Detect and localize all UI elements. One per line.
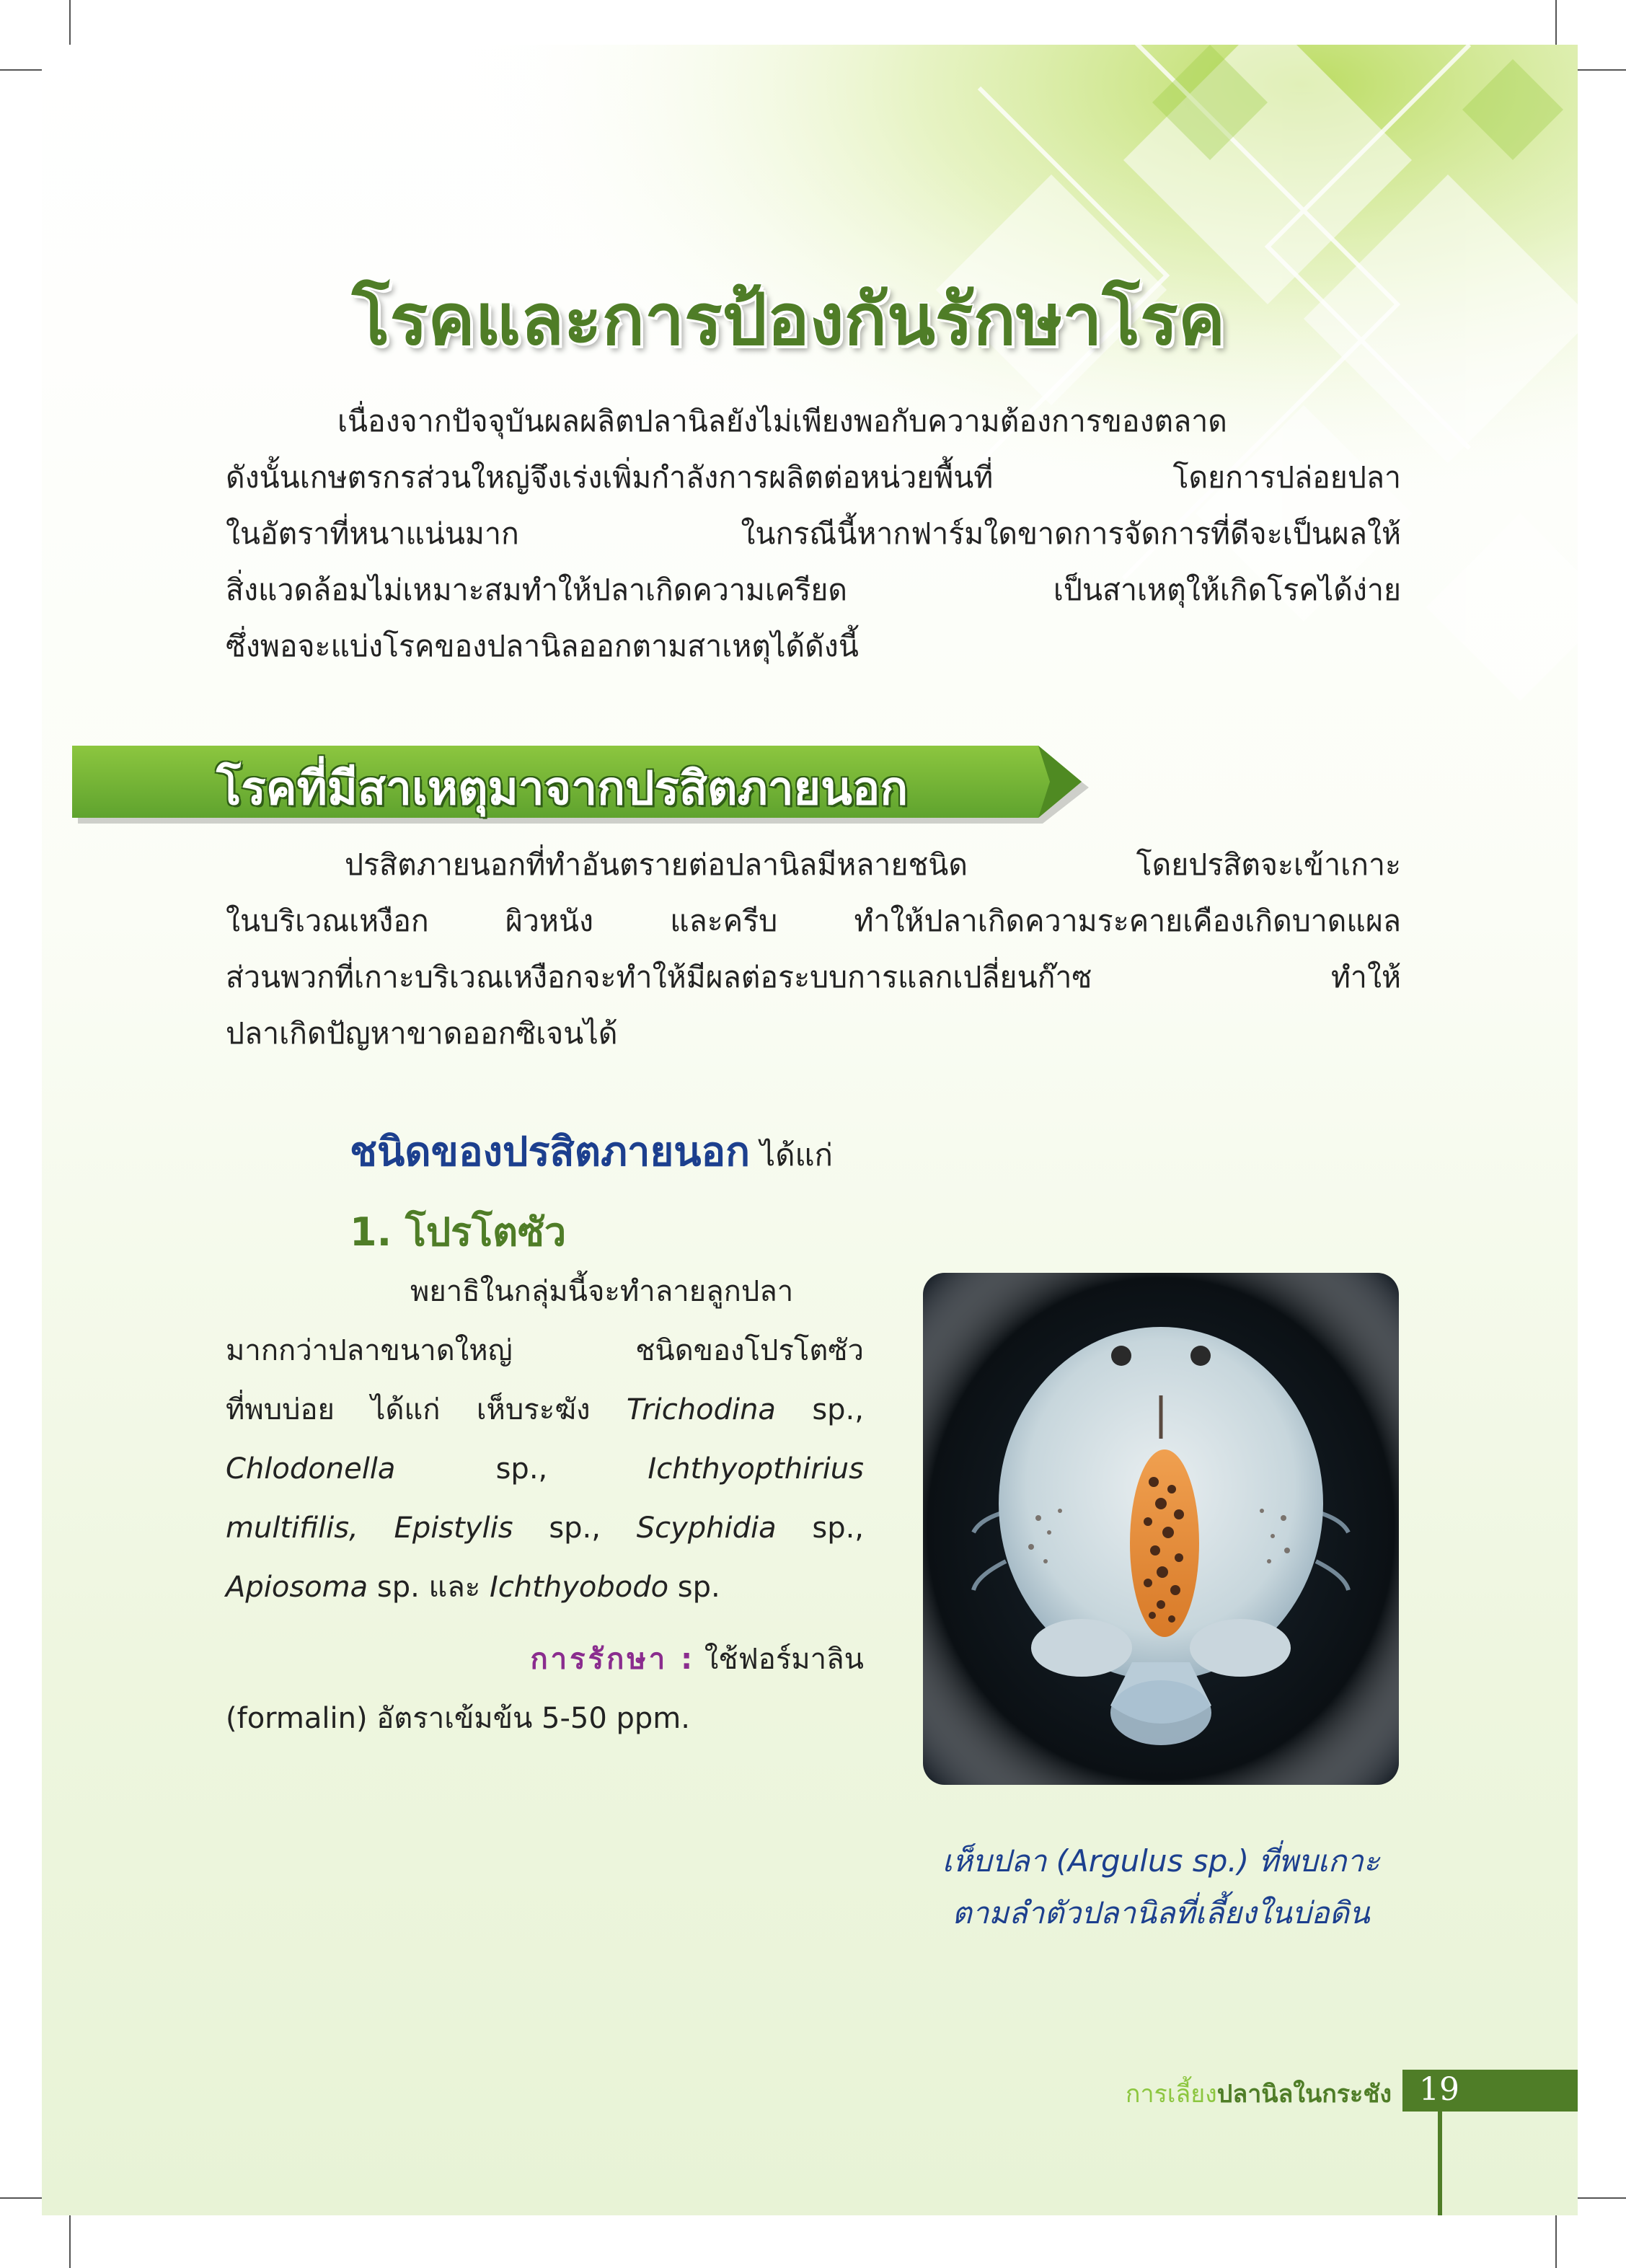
protozoa-line bbox=[226, 1262, 864, 1321]
protozoa-text: พยาธิในกลุ่มนี้จะทำลายลูกปลา bbox=[410, 1275, 794, 1308]
page-title: โรคและการป้องกันรักษาโรค bbox=[352, 279, 1226, 361]
protozoa-line bbox=[226, 1499, 864, 1558]
section-paragraph bbox=[226, 837, 1401, 1062]
treatment-line bbox=[226, 1630, 864, 1689]
species-name: Ichthyobodo bbox=[490, 1571, 669, 1604]
types-heading-rest: ได้แก่ bbox=[760, 1137, 833, 1173]
species-name: Ichthyopthirius bbox=[648, 1452, 864, 1486]
caption-line: ตามลำตัวปลานิลที่เลี้ยงในบ่อดิน bbox=[952, 1895, 1370, 1931]
treatment-paragraph bbox=[226, 1630, 864, 1748]
treatment-line: (formalin) อัตราเข้มข้น 5-50 ppm. bbox=[226, 1702, 690, 1735]
protozoa-line bbox=[226, 1321, 864, 1380]
protozoa-text: sp., bbox=[776, 1512, 865, 1545]
page-number: 19 bbox=[1419, 2071, 1459, 2108]
protozoa-text: sp., bbox=[395, 1452, 648, 1486]
crop-mark bbox=[1570, 69, 1626, 71]
protozoa-text: sp. bbox=[668, 1571, 720, 1604]
intro-line: เนื่องจากปัจจุบันผลผลิตปลานิลยังไม่เพียงพอกับความต้องการของตลาด bbox=[337, 404, 1227, 438]
protozoa-text: มากกว่าปลาขนาดใหญ่ ชนิดของโปรโตซัว bbox=[226, 1334, 864, 1367]
protozoa-text: ที่พบบ่อย ได้แก่ เห็บระฆัง bbox=[226, 1393, 627, 1426]
types-heading bbox=[350, 1119, 833, 1183]
treatment-text: ใช้ฟอร์มาลิน bbox=[704, 1643, 864, 1676]
crop-mark bbox=[1555, 2212, 1557, 2268]
species-name: Apiosoma bbox=[226, 1571, 368, 1604]
species-name: Chlodonella bbox=[226, 1452, 396, 1486]
treatment-label: การรักษา : bbox=[530, 1643, 696, 1676]
photo-caption bbox=[851, 1835, 1471, 1939]
intro-line: สิ่งแวดล้อมไม่เหมาะสมทำให้ปลาเกิดความเครียด เป็นสาเหตุให้เกิดโรคได้ง่าย bbox=[226, 573, 1401, 607]
protozoa-text: sp., bbox=[513, 1512, 637, 1545]
section-line: ปรสิตภายนอกที่ทำอันตรายต่อปลานิลมีหลายชนิด โดยปรสิตจะเข้าเกาะ bbox=[345, 847, 1401, 882]
section-banner bbox=[72, 741, 1096, 828]
footer-book-title bbox=[1126, 2074, 1392, 2113]
protozoa-paragraph bbox=[226, 1262, 864, 1617]
caption-line: เห็บปลา (Argulus sp.) ที่พบเกาะ bbox=[942, 1843, 1380, 1879]
intro-line: ดังนั้นเกษตรกรส่วนใหญ่จึงเร่งเพิ่มกำลังการผลิตต่อหน่วยพื้นที่ โดยการปล่อยปลา bbox=[226, 460, 1401, 495]
protozoa-text: sp., bbox=[775, 1393, 864, 1426]
item-heading: 1. โปรโตซัว bbox=[350, 1209, 567, 1255]
intro-line: ในอัตราที่หนาแน่นมาก ในกรณีนี้หากฟาร์มใดขาดการจัดการที่ดีจะเป็นผลให้ bbox=[226, 516, 1401, 551]
crop-mark bbox=[69, 2212, 71, 2268]
section-line: ส่วนพวกที่เกาะบริเวณเหงือกจะทำให้มีผลต่อระบบการแลกเปลี่ยนก๊าซ ทำให้ bbox=[226, 960, 1401, 994]
footer-title-part: การเลี้ยง bbox=[1125, 2080, 1217, 2109]
types-heading-bold: ชนิดของปรสิตภายนอก bbox=[350, 1129, 751, 1175]
section-line: ในบริเวณเหงือก ผิวหนัง และครีบ ทำให้ปลาเกิดความระคายเคืองเกิดบาดแผล bbox=[226, 904, 1401, 938]
intro-paragraph bbox=[226, 393, 1401, 674]
protozoa-line bbox=[226, 1558, 864, 1617]
species-name: multifilis, Epistylis bbox=[226, 1512, 513, 1545]
argulus-photo bbox=[923, 1273, 1399, 1785]
species-name: Trichodina bbox=[626, 1393, 776, 1426]
footer-title-part: ปลานิลในกระชัง bbox=[1216, 2080, 1392, 2109]
protozoa-text: sp. และ bbox=[368, 1571, 490, 1604]
protozoa-line bbox=[226, 1380, 864, 1439]
protozoa-line bbox=[226, 1439, 864, 1499]
crop-mark bbox=[1570, 2197, 1626, 2199]
section-line: ปลาเกิดปัญหาขาดออกซิเจนได้ bbox=[226, 1016, 618, 1051]
species-name: Scyphidia bbox=[636, 1512, 777, 1545]
section-banner-title: โรคที่มีสาเหตุมาจากปรสิตภายนอก bbox=[216, 762, 909, 816]
intro-line: ซึ่งพอจะแบ่งโรคของปลานิลออกตามสาเหตุได้ดังนี้ bbox=[226, 629, 859, 663]
